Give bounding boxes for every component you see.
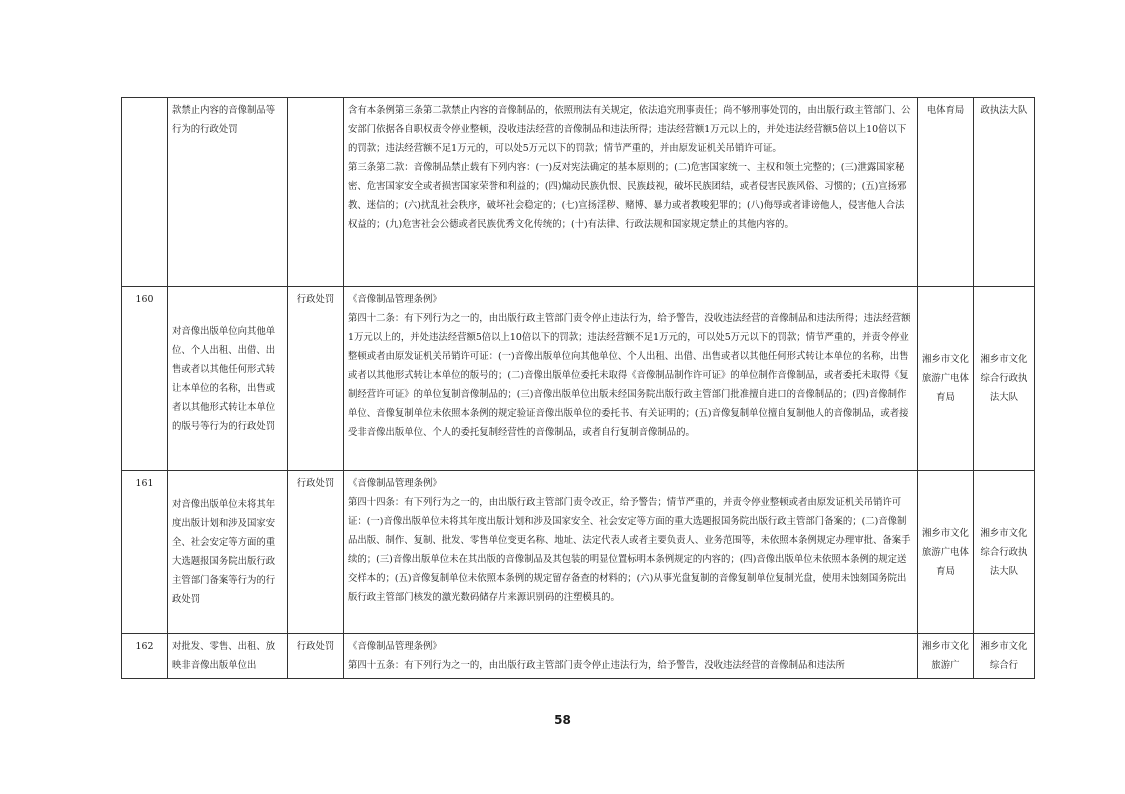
basis-paragraph: 第四十四条：有下列行为之一的，由出版行政主管部门责令改正，给予警告；情节严重的，并责令停业整顿或者由原发证机关吊销许可证：(一)音像出版单位未将其年度出版计划和涉及国家安全、社会安定等方面的重大选题报国务院出版行政主管部门备案的；(二)音像制品出版、制作、复制、批发、零售单位变更名称、地址、法定代表人或者主要负责人、业务范围等，未依照本条例规定办理审批、备案手续的；(三)音像出版单位未在其出版的音像制品及其包装的明显位置标明本条例规定的内容的；(四)音像出版单位未依照本条例的规定送交样本的；(五)音像复制单位未依照本条例的规定留存备查的材料的；(六)从事光盘复制的音像复制单位复制光盘，使用未蚀刻国务院出版行政主管部门核发的激光数码储存片来源识别码的注塑模具的。 bbox=[348, 497, 911, 603]
permission-table bbox=[121, 97, 1035, 679]
basis-paragraph: 《音像制品管理条例》 bbox=[348, 478, 442, 489]
basis-paragraph: 第四十五条：有下列行为之一的，由出版行政主管部门责令停止违法行为，给予警告，没收违法经营的音像制品和违法所 bbox=[348, 660, 845, 671]
table-row bbox=[122, 98, 1035, 287]
enforcement-unit: 湘乡市文化综合行政执法大队 bbox=[974, 471, 1035, 634]
item-name: 对批发、零售、出租、放映非音像出版单位出 bbox=[168, 634, 288, 679]
legal-basis bbox=[344, 634, 918, 679]
row-number: 161 bbox=[122, 471, 168, 634]
item-kind: 行政处罚 bbox=[288, 471, 344, 634]
table-row bbox=[122, 471, 1035, 634]
basis-paragraph: 《音像制品管理条例》 bbox=[348, 294, 442, 305]
page-number: 58 bbox=[554, 713, 571, 727]
legal-basis bbox=[344, 287, 918, 471]
basis-paragraph: 第四十二条：有下列行为之一的，由出版行政主管部门责令停止违法行为，给予警告，没收违法经营的音像制品和违法所得；违法经营额1万元以上的，并处违法经营额5倍以上10倍以下的罚款；违法经营额不足1万元的，可以处5万元以下的罚款；情节严重的，并责令停业整顿或者由原发证机关吊销许可证：(一)音像出版单位向其他单位、个人出租、出借、出售或者以其他任何形式转让本单位的名称，出售或者以其他形式转让本单位的版号的；(二)音像出版单位委托未取得《音像制品制作许可证》的单位制作音像制品，或者委托未取得《复制经营许可证》的单位复制音像制品的；(三)音像出版单位出版未经国务院出版行政主管部门批准擅自进口的音像制品的；(四)音像制作单位、音像复制单位未依照本条例的规定验证音像出版单位的委托书、有关证明的；(五)音像复制单位擅自复制他人的音像制品，或者接受非音像出版单位、个人的委托复制经营性的音像制品，或者自行复制音像制品的。 bbox=[348, 313, 911, 438]
responsible-department: 电体育局 bbox=[918, 98, 974, 287]
responsible-department: 湘乡市文化旅游广 bbox=[918, 634, 974, 679]
enforcement-unit: 湘乡市文化综合行 bbox=[974, 634, 1035, 679]
basis-paragraph: 《音像制品管理条例》 bbox=[348, 641, 442, 652]
table-row bbox=[122, 634, 1035, 679]
responsible-department: 湘乡市文化旅游广电体育局 bbox=[918, 471, 974, 634]
enforcement-unit: 湘乡市文化综合行政执法大队 bbox=[974, 287, 1035, 471]
basis-paragraph: 第三条第二款：音像制品禁止载有下列内容：(一)反对宪法确定的基本原则的；(二)危害国家统一、主权和领土完整的；(三)泄露国家秘密、危害国家安全或者损害国家荣誉和利益的；(四)煽动民族仇恨、民族歧视，破坏民族团结，或者侵害民族风俗、习惯的；(五)宣扬邪教、迷信的；(六)扰乱社会秩序，破坏社会稳定的；(七)宣扬淫秽、赌博、暴力或者教唆犯罪的；(八)侮辱或者诽谤他人，侵害他人合法权益的；(九)危害社会公德或者民族优秀文化传统的；(十)有法律、行政法规和国家规定禁止的其他内容的。 bbox=[348, 162, 907, 230]
item-name: 对音像出版单位未将其年度出版计划和涉及国家安全、社会安定等方面的重大选题报国务院出版行政主管部门备案等行为的行政处罚 bbox=[168, 471, 288, 634]
item-kind bbox=[288, 98, 344, 287]
responsible-department: 湘乡市文化旅游广电体育局 bbox=[918, 287, 974, 471]
item-name: 对音像出版单位向其他单位、个人出租、出借、出售或者以其他任何形式转让本单位的名称，出售或者以其他形式转让本单位的版号等行为的行政处罚 bbox=[168, 287, 288, 471]
row-number: 160 bbox=[122, 287, 168, 471]
row-number bbox=[122, 98, 168, 287]
enforcement-unit: 政执法大队 bbox=[974, 98, 1035, 287]
legal-basis bbox=[344, 471, 918, 634]
item-kind: 行政处罚 bbox=[288, 287, 344, 471]
item-name: 款禁止内容的音像制品等行为的行政处罚 bbox=[168, 98, 288, 287]
basis-paragraph: 含有本条例第三条第二款禁止内容的音像制品的，依照刑法有关规定，依法追究刑事责任；尚不够刑事处罚的，由出版行政主管部门、公安部门依据各自职权责令停业整顿，没收违法经营的音像制品和违法所得；违法经营额1万元以上的，并处违法经营额5倍以上10倍以下的罚款；违法经营额不足1万元的，可以处5万元以下的罚款；情节严重的，并由原发证机关吊销许可证。 bbox=[348, 105, 911, 154]
legal-basis bbox=[344, 98, 918, 287]
table-row bbox=[122, 287, 1035, 471]
item-kind: 行政处罚 bbox=[288, 634, 344, 679]
row-number: 162 bbox=[122, 634, 168, 679]
